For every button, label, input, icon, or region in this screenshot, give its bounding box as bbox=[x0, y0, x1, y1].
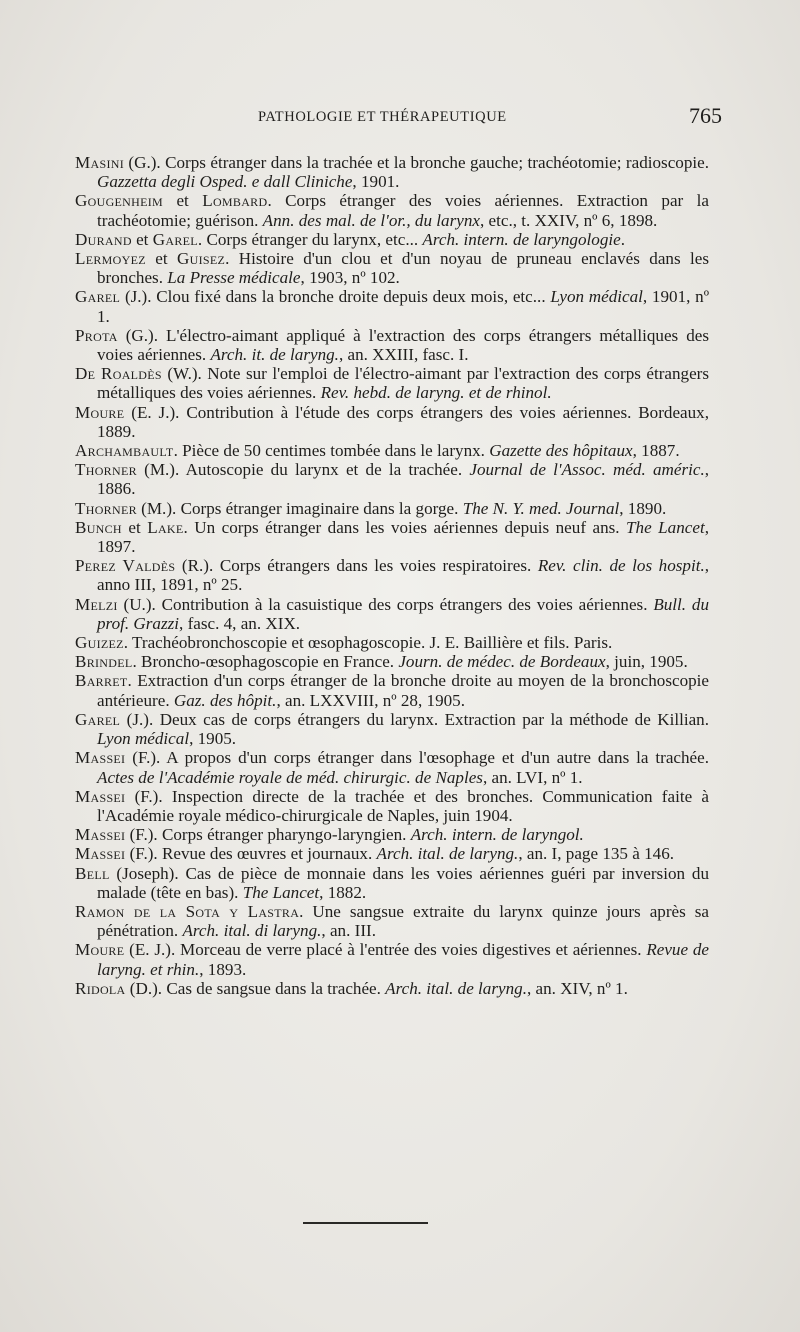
bibliography-entry bbox=[75, 652, 709, 671]
entry-tail: , an. III. bbox=[321, 921, 376, 941]
running-head: PATHOLOGIE ET THÉRAPEUTIQUE bbox=[258, 109, 507, 125]
bibliography-entry bbox=[75, 902, 709, 940]
entry-coauthor: Guisez bbox=[176, 249, 226, 269]
entry-source: Gazzetta degli Osped. e dall Cliniche bbox=[97, 172, 353, 192]
entry-author: Melzi bbox=[75, 594, 118, 614]
entry-text: (G.). Corps étranger dans la trachée et la bronche gauche; trachéotomie; radioscopie. bbox=[124, 153, 709, 172]
bibliography-entry bbox=[75, 441, 709, 460]
entry-author: De Roaldès bbox=[75, 364, 162, 384]
entry-source: The N. Y. med. Journal bbox=[462, 498, 620, 518]
entry-author: Ridola bbox=[75, 978, 126, 998]
entry-tail: , an. LXXVIII, nº 28, 1905. bbox=[276, 690, 465, 710]
bibliography-entry bbox=[75, 825, 709, 844]
entry-text: (E. J.). Morceau de verre placé à l'entrée des voies digestives et aériennes. bbox=[124, 940, 647, 960]
entry-tail: , 1901, nº 1. bbox=[97, 287, 709, 326]
entry-author: Bunch bbox=[75, 517, 122, 537]
entry-text: (R.). Corps étrangers dans les voies respiratoires. bbox=[175, 556, 538, 576]
entry-source: Lyon médical bbox=[97, 729, 190, 749]
entry-author: Guizez bbox=[75, 633, 124, 653]
entry-author: Brindel bbox=[75, 652, 133, 672]
entry-text: (D.). Cas de sangsue dans la trachée. bbox=[125, 978, 386, 998]
entry-source: Gazette des hôpitaux bbox=[489, 441, 633, 461]
entry-author: Durand bbox=[75, 229, 132, 249]
bibliography-entry bbox=[75, 460, 709, 498]
entry-tail: . bbox=[620, 229, 625, 249]
entry-text: . Extraction d'un corps étranger de la bronche droite au moyen de la bronchoscopie antérieure. bbox=[97, 671, 709, 710]
bibliography-entry bbox=[75, 595, 709, 633]
entry-tail: , 1890. bbox=[619, 498, 667, 518]
entry-text: (E. J.). Contribution à l'étude des corps étrangers des voies aériennes. Bordeaux, 1889. bbox=[97, 402, 709, 441]
page-header bbox=[72, 103, 722, 133]
bibliography-entry bbox=[75, 499, 709, 518]
entry-source: La Presse médicale bbox=[167, 268, 301, 288]
entry-source: Journ. de médec. de Bordeaux bbox=[398, 652, 606, 672]
entry-source: Arch. ital. de laryng. bbox=[385, 978, 527, 998]
entry-text: et bbox=[131, 229, 153, 249]
entry-source: Lyon médical bbox=[550, 287, 643, 307]
entry-text: (G.). L'électro-aimant appliqué à l'extraction des corps étrangers métalliques des voies aériennes. bbox=[97, 325, 709, 365]
entry-source: Bull. du prof. Grazzi bbox=[97, 594, 709, 633]
entry-text: et bbox=[121, 517, 148, 537]
entry-text: . Un corps étranger dans les voies aériennes depuis neuf ans. bbox=[183, 517, 627, 537]
entry-tail: , 1905. bbox=[189, 729, 237, 749]
bibliography-entry bbox=[75, 326, 709, 364]
entry-text: (F.). Inspection directe de la trachée et des bronches. Communication faite à l'Académie royale médico-chirurgicale de Naples, juin 1904. bbox=[97, 786, 709, 825]
entry-author: Massei bbox=[75, 825, 126, 845]
entry-tail: , 1897. bbox=[97, 517, 709, 557]
entry-source: Revue de laryng. et rhin. bbox=[97, 940, 709, 979]
bibliography-entry bbox=[75, 940, 709, 978]
entry-source: Rev. clin. de los hospit. bbox=[537, 556, 705, 576]
entry-source: Arch. ital. di laryng. bbox=[182, 921, 322, 941]
entry-tail: , juin, 1905. bbox=[605, 652, 688, 672]
entry-text: (Joseph). Cas de pièce de monnaie dans les voies aériennes guéri par inversion du malade (tête en bas). bbox=[97, 863, 709, 902]
entry-tail: , an. LVI, nº 1. bbox=[482, 767, 583, 787]
entry-text: (M.). Autoscopie du larynx et de la trachée. bbox=[136, 460, 470, 480]
entry-author: Massei bbox=[75, 748, 126, 768]
bibliography-entry bbox=[75, 633, 709, 652]
entry-text: . Trachéobronchoscopie et œsophagoscopie. J. E. Baillière et fils. Paris. bbox=[123, 633, 613, 653]
entry-author: Thorner bbox=[75, 460, 137, 480]
entry-author: Perez Valdès bbox=[75, 556, 176, 576]
entry-text: et bbox=[163, 191, 203, 211]
entry-coauthor: Lombard bbox=[202, 191, 268, 211]
bibliography-entry bbox=[75, 249, 709, 287]
entry-source: The Lancet bbox=[626, 517, 705, 537]
bibliography-entry bbox=[75, 153, 709, 191]
bibliography-list bbox=[75, 153, 709, 998]
entry-author: Barret bbox=[75, 671, 128, 691]
bibliography-entry bbox=[75, 364, 709, 402]
bibliography-entry bbox=[75, 844, 709, 863]
entry-source: Journal de l'Assoc. méd. améric. bbox=[469, 460, 705, 480]
entry-source: Arch. it. de laryng. bbox=[210, 345, 339, 365]
entry-tail: , 1886. bbox=[97, 460, 709, 499]
entry-author: Gougenheim bbox=[75, 191, 164, 211]
entry-text: (J.). Deux cas de corps étrangers du larynx. Extraction par la méthode de Killian. bbox=[120, 709, 709, 729]
entry-author: Bell bbox=[75, 863, 110, 883]
entry-tail: , an. XXIII, fasc. I. bbox=[338, 345, 469, 365]
entry-source: Ann. des mal. de l'or., du larynx bbox=[262, 210, 480, 230]
bibliography-entry bbox=[75, 787, 709, 825]
entry-tail: , etc., t. XXIV, nº 6, 1898. bbox=[479, 210, 658, 230]
entry-tail: , an. I, page 135 à 146. bbox=[518, 844, 675, 864]
bibliography-entry bbox=[75, 191, 709, 229]
entry-author: Massei bbox=[75, 786, 126, 806]
entry-text: . Une sangsue extraite du larynx quinze jours après sa pénétration. bbox=[97, 901, 709, 941]
entry-text: (W.). Note sur l'emploi de l'électro-aimant par l'extraction des corps étrangers métalliques des voies aériennes. bbox=[97, 364, 709, 403]
entry-source: Actes de l'Académie royale de méd. chirurgic. de Naples bbox=[97, 767, 483, 787]
entry-author: Lermoyez bbox=[75, 249, 146, 269]
entry-source: Gaz. des hôpit. bbox=[173, 690, 277, 710]
bibliography-entry bbox=[75, 864, 709, 902]
entry-tail: , 1901. bbox=[352, 172, 400, 192]
entry-text: (U.). Contribution à la casuistique des corps étrangers des voies aériennes. bbox=[117, 594, 654, 614]
entry-tail: , an. XIV, nº 1. bbox=[526, 978, 628, 998]
bibliography-entry bbox=[75, 403, 709, 441]
entry-tail: , 1887. bbox=[632, 441, 680, 461]
bibliography-entry bbox=[75, 556, 709, 594]
entry-tail: , 1903, nº 102. bbox=[300, 268, 400, 288]
footer-rule bbox=[303, 1222, 428, 1224]
entry-tail: , 1882. bbox=[319, 882, 367, 902]
entry-text: (F.). A propos d'un corps étranger dans l'œsophage et d'un autre dans la trachée. bbox=[125, 748, 709, 768]
entry-author: Garel bbox=[75, 287, 121, 307]
entry-tail: , 1893. bbox=[199, 959, 247, 979]
entry-source: Arch. intern. de laryngologie bbox=[422, 229, 621, 249]
entry-tail: , fasc. 4, an. XIX. bbox=[179, 613, 301, 633]
entry-text: . Pièce de 50 centimes tombée dans le larynx. bbox=[173, 441, 490, 461]
bibliography-entry bbox=[75, 230, 709, 249]
entry-text: (F.). Corps étranger pharyngo-laryngien. bbox=[125, 825, 411, 845]
entry-tail: , anno III, 1891, nº 25. bbox=[97, 556, 709, 595]
entry-author: Moure bbox=[75, 940, 125, 960]
entry-author: Ramon de la Sota y Lastra bbox=[75, 901, 300, 921]
entry-text: . Corps étranger des voies aériennes. Extraction par la trachéotomie; guérison. bbox=[97, 191, 710, 230]
bibliography-entry bbox=[75, 671, 709, 709]
page-number: 765 bbox=[689, 103, 722, 128]
entry-text: (J.). Clou fixé dans la bronche droite depuis deux mois, etc... bbox=[120, 287, 551, 307]
entry-text: (F.). Revue des œuvres et journaux. bbox=[125, 844, 377, 864]
bibliography-entry bbox=[75, 518, 709, 556]
entry-author: Moure bbox=[75, 402, 125, 422]
entry-text: (M.). Corps étranger imaginaire dans la gorge. bbox=[136, 498, 463, 518]
bibliography-entry bbox=[75, 748, 709, 786]
entry-author: Thorner bbox=[75, 498, 137, 518]
entry-source: Arch. intern. de laryngol. bbox=[410, 825, 584, 845]
entry-author: Garel bbox=[75, 709, 121, 729]
entry-coauthor: Garel bbox=[152, 229, 198, 249]
bibliography-entry bbox=[75, 287, 709, 325]
bibliography-entry bbox=[75, 710, 709, 748]
entry-author: Prota bbox=[75, 325, 118, 345]
entry-author: Massei bbox=[75, 844, 126, 864]
entry-source: The Lancet bbox=[242, 882, 320, 902]
entry-author: Masini bbox=[75, 153, 124, 172]
entry-source: Arch. ital. de laryng. bbox=[376, 844, 519, 864]
entry-text: . Histoire d'un clou et d'un noyau de pruneau enclavés dans les bronches. bbox=[97, 249, 709, 288]
entry-text: . Corps étranger du larynx, etc... bbox=[197, 229, 423, 249]
bibliography-entry bbox=[75, 979, 709, 998]
entry-coauthor: Lake bbox=[147, 517, 184, 537]
entry-text: et bbox=[145, 249, 177, 269]
entry-text: . Broncho-œsophagoscopie en France. bbox=[132, 652, 399, 672]
entry-source: Rev. hebd. de laryng. et de rhinol. bbox=[320, 383, 552, 403]
entry-author: Archambault bbox=[75, 441, 174, 461]
